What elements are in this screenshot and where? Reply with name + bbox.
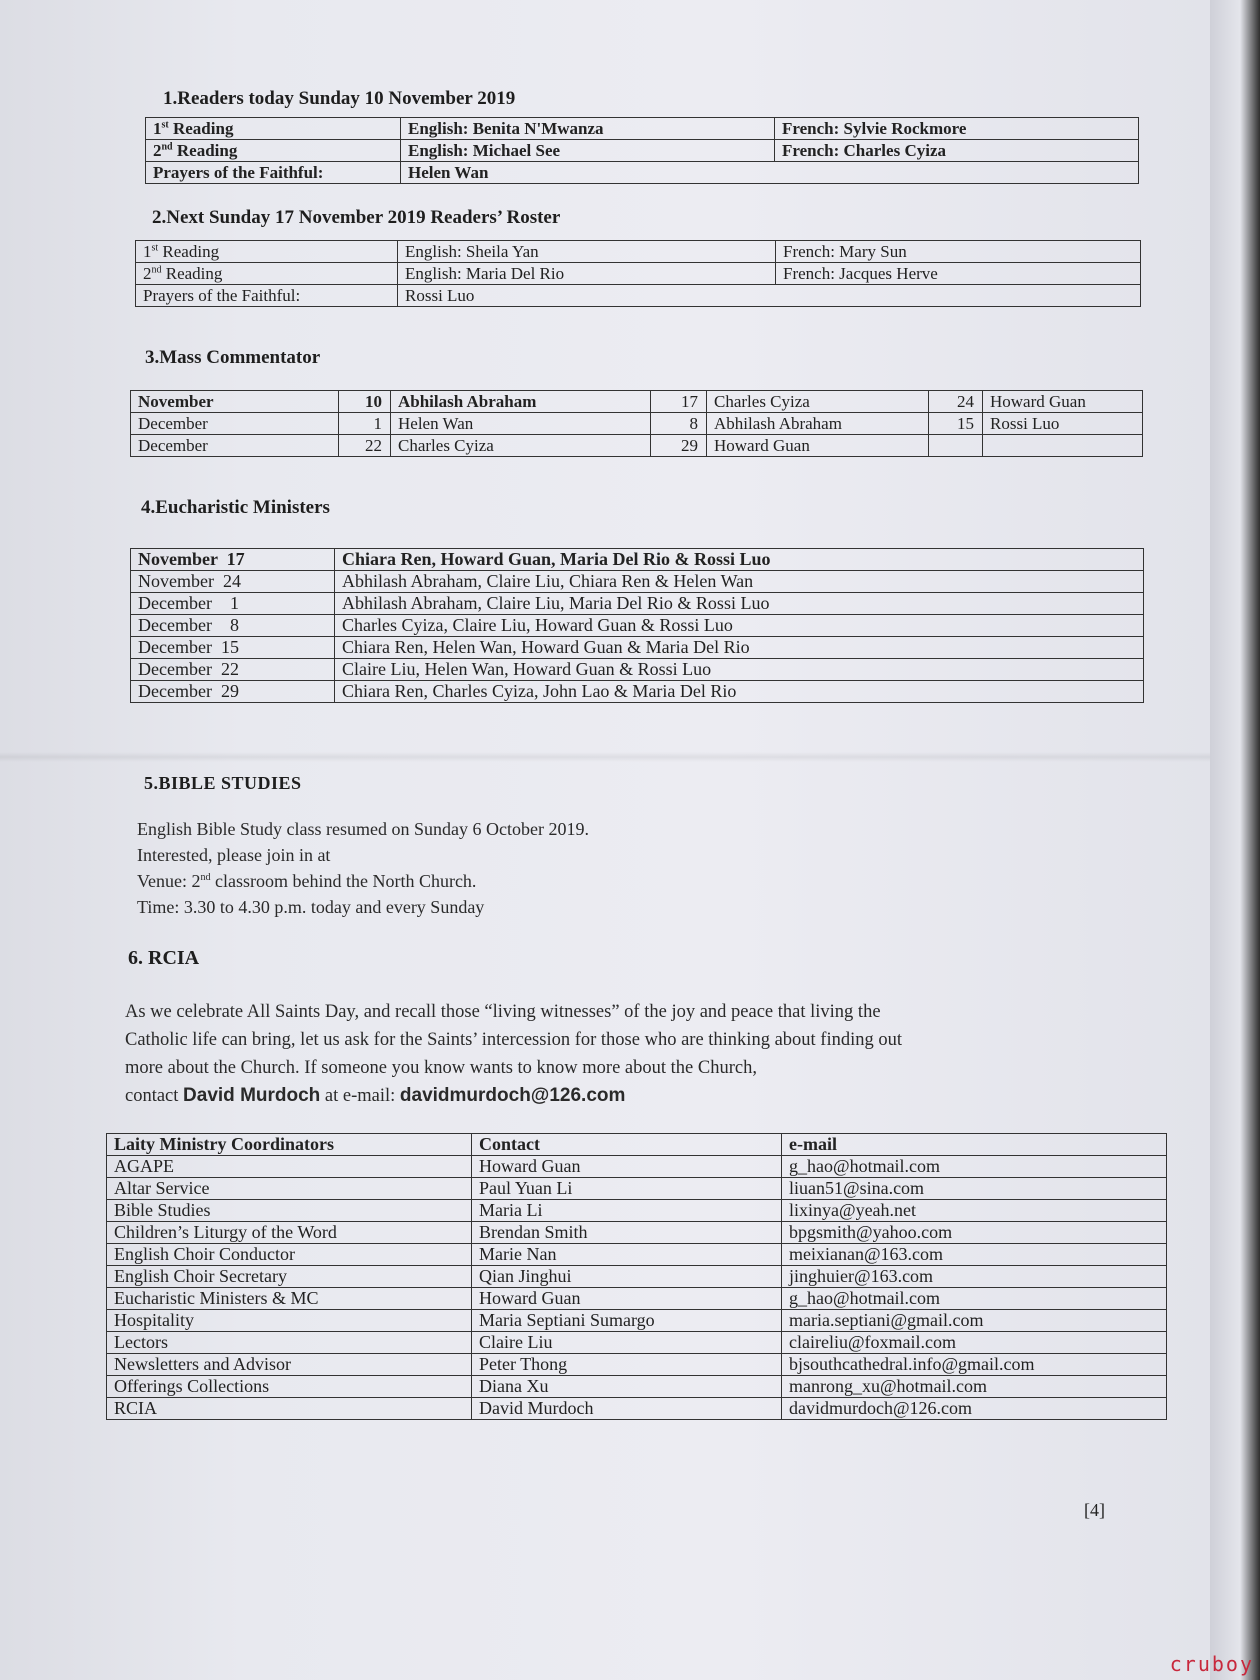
header-contact: Contact [472, 1134, 782, 1156]
table-row [107, 1222, 1167, 1244]
ministry-email: g_hao@hotmail.com [782, 1288, 1167, 1310]
ministry-contact: Maria Septiani Sumargo [472, 1310, 782, 1332]
reading-label: 1st Reading [146, 118, 401, 140]
table-row [146, 162, 1139, 184]
commentator-date: 1 [339, 413, 391, 435]
minister-names: Chiara Ren, Charles Cyiza, John Lao & Maria Del Rio [335, 681, 1144, 703]
commentator-date: 10 [339, 391, 391, 413]
table-row [131, 413, 1143, 435]
minister-date: December 15 [131, 637, 335, 659]
bible-studies-line: English Bible Study class resumed on Sunday 6 October 2019. [137, 819, 589, 839]
ministry-email: claireliu@foxmail.com [782, 1332, 1167, 1354]
minister-names: Chiara Ren, Helen Wan, Howard Guan & Maria Del Rio [335, 637, 1144, 659]
ministry-contact: Diana Xu [472, 1376, 782, 1398]
table-row [146, 118, 1139, 140]
commentator-name: Charles Cyiza [391, 435, 651, 457]
bible-studies-line: Interested, please join in at [137, 845, 331, 865]
ministry-contact: Howard Guan [472, 1156, 782, 1178]
ministry-email: meixianan@163.com [782, 1244, 1167, 1266]
commentator-name: Howard Guan [983, 391, 1143, 413]
commentator-name [983, 435, 1143, 457]
ministry-name: AGAPE [107, 1156, 472, 1178]
table-row [131, 549, 1144, 571]
rcia-text [125, 998, 902, 1110]
ministry-name: Altar Service [107, 1178, 472, 1200]
table-row [131, 571, 1144, 593]
section-4-title: 4.Eucharistic Ministers [141, 497, 330, 518]
table-row [107, 1398, 1167, 1420]
ministry-email: liuan51@sina.com [782, 1178, 1167, 1200]
french-reader: French: Mary Sun [776, 241, 1141, 263]
ministry-email: bjsouthcathedral.info@gmail.com [782, 1354, 1167, 1376]
header-email: e-mail [782, 1134, 1167, 1156]
commentator-name: Abhilash Abraham [707, 413, 929, 435]
prayers-label: Prayers of the Faithful: [146, 162, 401, 184]
commentator-date: 22 [339, 435, 391, 457]
page-number: [4] [1084, 1500, 1105, 1520]
table-header-row [107, 1134, 1167, 1156]
paper-edge [1210, 0, 1260, 1680]
ministry-name: Eucharistic Ministers & MC [107, 1288, 472, 1310]
table-row [136, 263, 1141, 285]
commentator-date: 15 [929, 413, 983, 435]
prayers-reader: Rossi Luo [398, 285, 1141, 307]
french-reader: French: Charles Cyiza [775, 140, 1139, 162]
table-row [131, 593, 1144, 615]
section-1-title: 1.Readers today Sunday 10 November 2019 [163, 88, 516, 109]
bible-studies-venue: Venue: 2nd classroom behind the North Church. [137, 871, 477, 891]
table-row [131, 659, 1144, 681]
table-row [107, 1178, 1167, 1200]
table-row [136, 241, 1141, 263]
rcia-line: Catholic life can bring, let us ask for the Saints’ intercession for those who are thinking about finding out [125, 1030, 902, 1050]
eucharistic-ministers-table [130, 548, 1144, 703]
table-row [107, 1332, 1167, 1354]
ministry-contact: Howard Guan [472, 1288, 782, 1310]
minister-names: Abhilash Abraham, Claire Liu, Chiara Ren & Helen Wan [335, 571, 1144, 593]
ministry-name: Lectors [107, 1332, 472, 1354]
ministry-name: Offerings Collections [107, 1376, 472, 1398]
minister-date: December 29 [131, 681, 335, 703]
commentator-date: 29 [651, 435, 707, 457]
reading-label: 2nd Reading [146, 140, 401, 162]
watermark-text: cruboy [1169, 1652, 1254, 1676]
rcia-contact-name: David Murdoch [183, 1085, 321, 1106]
ministry-email: maria.septiani@gmail.com [782, 1310, 1167, 1332]
ministry-email: g_hao@hotmail.com [782, 1156, 1167, 1178]
table-row [107, 1354, 1167, 1376]
minister-names: Claire Liu, Helen Wan, Howard Guan & Rossi Luo [335, 659, 1144, 681]
commentator-date [929, 435, 983, 457]
rcia-contact-email: davidmurdoch@126.com [399, 1085, 626, 1106]
ministry-name: English Choir Conductor [107, 1244, 472, 1266]
table-row [107, 1156, 1167, 1178]
table-row [107, 1244, 1167, 1266]
english-reader: English: Maria Del Rio [398, 263, 776, 285]
english-reader: English: Sheila Yan [398, 241, 776, 263]
table-row [107, 1288, 1167, 1310]
minister-date: November 17 [131, 549, 335, 571]
table-row [107, 1376, 1167, 1398]
ministry-email: bpgsmith@yahoo.com [782, 1222, 1167, 1244]
commentator-name: Charles Cyiza [707, 391, 929, 413]
commentator-month: December [131, 413, 339, 435]
rcia-contact-line: contact David Murdoch at e-mail: davidmurdoch@126.com [125, 1085, 626, 1106]
header-ministry: Laity Ministry Coordinators [107, 1134, 472, 1156]
ministry-name: RCIA [107, 1398, 472, 1420]
ministry-contact: Qian Jinghui [472, 1266, 782, 1288]
ministry-name: Children’s Liturgy of the Word [107, 1222, 472, 1244]
minister-names: Abhilash Abraham, Claire Liu, Maria Del Rio & Rossi Luo [335, 593, 1144, 615]
section-5-title: 5.BIBLE STUDIES [144, 773, 302, 793]
ministry-email: davidmurdoch@126.com [782, 1398, 1167, 1420]
table-row [107, 1200, 1167, 1222]
table-row [107, 1266, 1167, 1288]
ministry-name: Hospitality [107, 1310, 472, 1332]
ministry-contact: Marie Nan [472, 1244, 782, 1266]
rcia-line: more about the Church. If someone you know wants to know more about the Church, [125, 1058, 757, 1078]
commentator-month: November [131, 391, 339, 413]
section-2-title: 2.Next Sunday 17 November 2019 Readers’ Roster [152, 207, 561, 228]
commentator-name: Helen Wan [391, 413, 651, 435]
readers-today-table [145, 117, 1139, 184]
minister-date: December 1 [131, 593, 335, 615]
prayers-label: Prayers of the Faithful: [136, 285, 398, 307]
commentator-date: 24 [929, 391, 983, 413]
commentator-name: Howard Guan [707, 435, 929, 457]
ministry-contact: Brendan Smith [472, 1222, 782, 1244]
table-row [131, 391, 1143, 413]
table-row [146, 140, 1139, 162]
ministry-email: manrong_xu@hotmail.com [782, 1376, 1167, 1398]
ministry-name: Newsletters and Advisor [107, 1354, 472, 1376]
commentator-date: 17 [651, 391, 707, 413]
minister-names: Charles Cyiza, Claire Liu, Howard Guan & Rossi Luo [335, 615, 1144, 637]
ministry-contact: Paul Yuan Li [472, 1178, 782, 1200]
mass-commentator-table [130, 390, 1143, 457]
bible-studies-line: Time: 3.30 to 4.30 p.m. today and every Sunday [137, 897, 485, 917]
table-row [131, 681, 1144, 703]
minister-date: November 24 [131, 571, 335, 593]
minister-date: December 22 [131, 659, 335, 681]
minister-date: December 8 [131, 615, 335, 637]
ministry-contact: David Murdoch [472, 1398, 782, 1420]
section-6-title: 6. RCIA [128, 947, 200, 969]
laity-ministry-table [106, 1133, 1167, 1420]
readers-next-table [135, 240, 1141, 307]
commentator-month: December [131, 435, 339, 457]
bible-studies-text [137, 816, 589, 920]
table-row [136, 285, 1141, 307]
ministry-name: Bible Studies [107, 1200, 472, 1222]
french-reader: French: Jacques Herve [776, 263, 1141, 285]
reading-label: 2nd Reading [136, 263, 398, 285]
ministry-contact: Peter Thong [472, 1354, 782, 1376]
english-reader: English: Michael See [401, 140, 775, 162]
commentator-name: Rossi Luo [983, 413, 1143, 435]
paper-fold [0, 752, 1210, 762]
french-reader: French: Sylvie Rockmore [775, 118, 1139, 140]
english-reader: English: Benita N'Mwanza [401, 118, 775, 140]
ministry-contact: Claire Liu [472, 1332, 782, 1354]
table-row [131, 435, 1143, 457]
minister-names: Chiara Ren, Howard Guan, Maria Del Rio & Rossi Luo [335, 549, 1144, 571]
table-row [131, 637, 1144, 659]
table-row [131, 615, 1144, 637]
ministry-name: English Choir Secretary [107, 1266, 472, 1288]
ministry-contact: Maria Li [472, 1200, 782, 1222]
table-row [107, 1310, 1167, 1332]
commentator-date: 8 [651, 413, 707, 435]
reading-label: 1st Reading [136, 241, 398, 263]
section-3-title: 3.Mass Commentator [145, 347, 321, 368]
prayers-reader: Helen Wan [401, 162, 1139, 184]
rcia-line: As we celebrate All Saints Day, and recall those “living witnesses” of the joy and peace that living the [125, 1002, 881, 1022]
commentator-name: Abhilash Abraham [391, 391, 651, 413]
ministry-email: lixinya@yeah.net [782, 1200, 1167, 1222]
ministry-email: jinghuier@163.com [782, 1266, 1167, 1288]
